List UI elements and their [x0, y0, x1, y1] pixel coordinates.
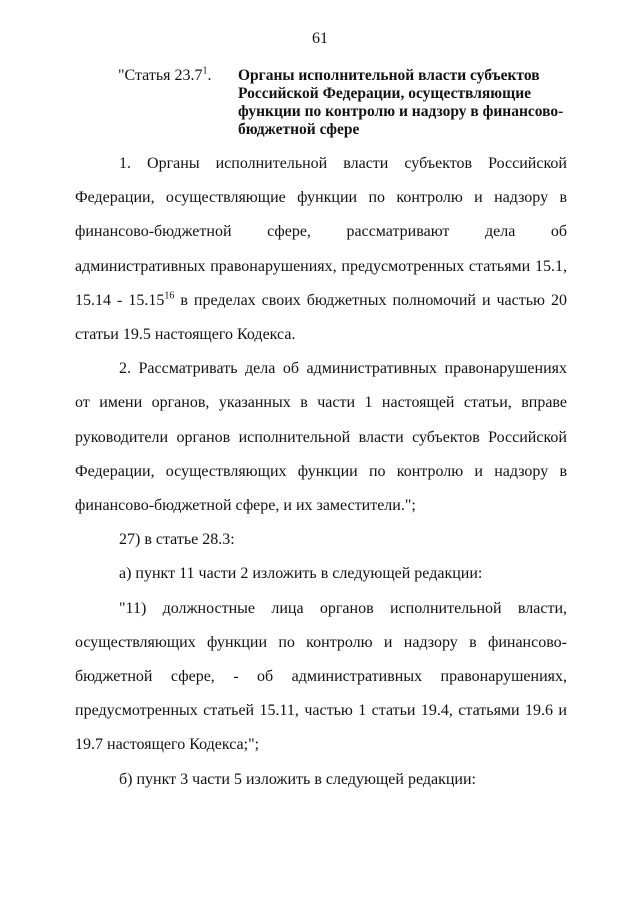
paragraph-6: б) пункт 3 части 5 изложить в следующей редакции:: [119, 770, 476, 788]
footnote-superscript: 16: [164, 290, 175, 302]
paragraph-1-text-a: 1. Органы исполнительной власти субъектов Российской Федерации, осуществляющие функции по контролю и надзору в финансово-бюджетной сфере, рассматривают дела об административных правонарушениях, предусмотренных статьями 15.1, 15.14 - 15.15: [75, 155, 567, 309]
paragraph-5: "11) должностные лица органов исполнительной власти, осуществляющих функции по контролю и надзору в финансово-бюджетной сфере, - об административных правонарушениях, предусмотренных статьей 15.11, частью 1 статьи 19.4, статьями 19.6 и 19.7 настоящего Кодекса;";: [75, 599, 567, 754]
paragraph-1: [75, 147, 567, 352]
article-label-text: "Статья 23.7: [118, 67, 203, 84]
page-number: 61: [312, 30, 328, 47]
article-label-tail: .: [207, 67, 212, 84]
paragraph-2: 2. Рассматривать дела об административных правонарушениях от имени органов, указанных в части 1 настоящей статьи, вправе руководители органов исполнительной власти субъектов Российской Федерации, осуществляющих функции по контролю и надзору в финансово-бюджетной сфере, и их заместители.";: [75, 360, 567, 515]
article-label: [118, 67, 212, 85]
article-label-superscript: 1: [202, 65, 208, 77]
body-text: [75, 147, 567, 797]
article-title: Органы исполнительной власти субъектов Российской Федерации, осуществляющие функции по контролю и надзору в финансово-бюджетной сфере: [238, 67, 564, 138]
paragraph-1-text-b: в пределах своих бюджетных полномочий и частью 20 статьи 19.5 настоящего Кодекса.: [75, 291, 568, 344]
paragraph-4: а) пункт 11 части 2 изложить в следующей редакции:: [119, 565, 483, 583]
paragraph-3: 27) в статье 28.3:: [119, 531, 235, 549]
